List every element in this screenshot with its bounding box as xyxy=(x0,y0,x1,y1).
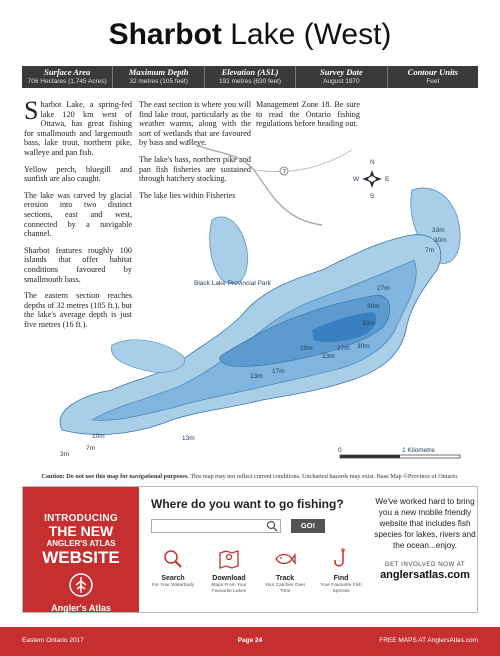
drop-cap: S xyxy=(24,96,39,125)
depth-label: 23m xyxy=(322,353,335,360)
title-light: Lake (West) xyxy=(230,18,392,51)
stat-max-depth: Maximum Depth 32 metres (105 feet) xyxy=(113,66,204,88)
lake-area xyxy=(210,217,248,284)
map-pin-icon xyxy=(217,547,241,571)
anglers-atlas-ad[interactable] xyxy=(22,486,478,613)
stat-contour-units: Contour Units Feet xyxy=(388,66,478,88)
lake-map xyxy=(22,140,480,470)
ad-banner: INTRODUCING THE NEW ANGLER'S ATLAS WEBSITE Angler's Atlas xyxy=(23,487,139,612)
road xyxy=(254,150,352,172)
article-paragraph: The lake's bass, northern pike and pan fish fisheries are sustained through hatchery stocking. xyxy=(139,154,251,184)
footer-left: Eastern Ontario 2017 xyxy=(22,637,84,644)
compass-needle-icon xyxy=(362,176,370,182)
page-title xyxy=(0,18,500,52)
depth-label: 7m xyxy=(86,445,96,452)
title-bold: Sharbot xyxy=(108,18,222,51)
feature-search[interactable]: Search For Your Waterbody xyxy=(147,547,199,595)
stat-survey-date: Survey Date August 1970 xyxy=(296,66,387,88)
article-column-3 xyxy=(256,100,360,136)
depth-label: 27m xyxy=(337,345,350,352)
depth-label: 33m xyxy=(362,320,375,327)
feature-download[interactable]: Download Maps From Your Favourite Lakes xyxy=(203,547,255,595)
scale-bar xyxy=(338,447,460,458)
footer-right: FREE MAPS AT AnglersAtlas.com xyxy=(379,637,478,644)
ad-search-panel xyxy=(147,487,367,612)
depth-label: 3m xyxy=(60,451,70,458)
article-paragraph: Sharbot Lake, a spring-fed lake 120 km west of Ottawa, has great fishing for smallmouth and largemouth bass, lake trout, northern pike, walleye and pan fish. xyxy=(24,96,132,157)
feature-find[interactable]: Find Your Favourite Fish Species xyxy=(315,547,367,595)
compass-needle-icon xyxy=(369,180,375,188)
compass-s: S xyxy=(370,193,375,200)
page-footer xyxy=(0,627,500,656)
scale-end: 1 Kilometre xyxy=(402,447,435,454)
fish-hook-icon xyxy=(329,547,353,571)
fish-icon xyxy=(273,547,297,571)
compass-needle-icon xyxy=(369,170,375,178)
depth-label: 33m xyxy=(432,227,445,234)
feature-track[interactable]: Track Your Catches Over Time xyxy=(259,547,311,595)
article-paragraph: The eastern section reaches depths of 32 metres (105 ft.), but the lake's average depth is just five metres (16 ft.). xyxy=(24,291,132,329)
depth-label: 30m xyxy=(367,303,380,310)
ad-pitch: We've worked hard to bring you a new mobile friendly website that includes fish species for lakes, rivers and the ocean...enjoy. GET INVOLVED NOW AT anglersatlas.com xyxy=(374,497,476,581)
article-paragraph: The lake lies within Fisheries xyxy=(139,190,236,200)
stat-elevation: Elevation (ASL) 192 metres (630 feet) xyxy=(205,66,296,88)
compass-w: W xyxy=(353,176,360,183)
ad-question: Where do you want to go fishing? xyxy=(151,497,344,511)
article-paragraph: Yellow perch, bluegill and sunfish are also caught. xyxy=(24,164,132,184)
park-label: Black Lake Provincial Park xyxy=(194,280,271,287)
magnifier-icon xyxy=(161,547,185,571)
page-number: Page 24 xyxy=(237,637,263,644)
stats-bar xyxy=(22,66,478,88)
article-paragraph: The east section is where you will find lake trout, particularly as the weather warms, along with the sort of wetlands that are favoured by bass and walleye. xyxy=(139,100,251,148)
article-paragraph: The lake was carved by glacial erosion into two distinct sections, east and west, connected by a navigable channel. xyxy=(24,190,132,239)
tree-logo-icon xyxy=(69,573,93,597)
lake-area xyxy=(111,340,184,373)
feature-list xyxy=(147,547,367,595)
scale-bar-fill xyxy=(340,455,400,458)
depth-label: 17m xyxy=(272,368,285,375)
depth-label: 7m xyxy=(425,247,435,254)
road-label: 7 xyxy=(282,168,287,176)
depth-label: 30m xyxy=(434,237,447,244)
depth-label: 13m xyxy=(182,435,195,442)
search-input[interactable] xyxy=(151,519,281,533)
compass xyxy=(353,159,390,200)
compass-e: E xyxy=(385,176,390,183)
road xyxy=(187,140,322,225)
article-paragraph: Management Zone 18. Be sure to read the Ontario fishing regulations before heading out. xyxy=(256,100,360,129)
depth-label: 30m xyxy=(357,343,370,350)
search-icon[interactable] xyxy=(265,519,279,533)
map-caution: Caution: Do not use this map for navigational purposes. This map may not reflect current conditions. Uncharted hazards may exist. Base Map ©Province of Ontario. xyxy=(41,473,459,480)
article-paragraph: Sharbot features roughly 100 islands that offer habitat conditions favoured by smallmouth bass. xyxy=(24,245,132,284)
search-row xyxy=(151,519,325,533)
compass-needle-icon xyxy=(374,176,382,182)
stat-surface-area: Surface Area 706 Hectares (1,745 Acres) xyxy=(22,66,113,88)
scale-zero: 0 xyxy=(338,447,342,454)
depth-label: 13m xyxy=(250,373,263,380)
compass-n: N xyxy=(370,159,375,166)
go-button[interactable]: GO! xyxy=(291,519,325,533)
depth-label: 27m xyxy=(377,285,390,292)
depth-label: 20m xyxy=(300,345,313,352)
depth-label: 10m xyxy=(92,433,105,440)
ad-url-link[interactable]: anglersatlas.com xyxy=(380,569,470,581)
